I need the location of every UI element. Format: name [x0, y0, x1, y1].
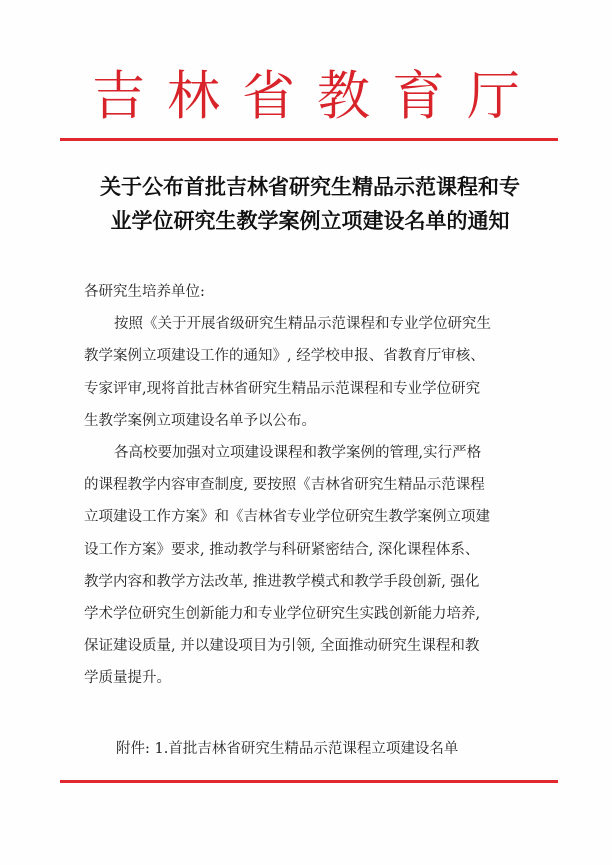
paragraph-2-line: 的课程教学内容审查制度, 要按照《吉林省研究生精品示范课程	[84, 477, 485, 494]
paragraph-1-line: 教学案例立项建设工作的通知》, 经学校申报、省教育厅审核、	[84, 348, 485, 365]
paragraph-2-line: 立项建设工作方案》和《吉林省专业学位研究生教学案例立项建	[84, 509, 490, 526]
paragraph-2-line: 学术学位研究生创新能力和专业学位研究生实践创新能力培养,	[84, 606, 481, 623]
red-divider-top	[60, 138, 558, 141]
paragraph-2-line: 保证建设质量, 并以建设项目为引领, 全面推动研究生课程和教	[84, 638, 480, 655]
paragraph-2-line: 学质量提升。	[84, 670, 171, 687]
salutation: 各研究生培养单位:	[84, 284, 205, 300]
notice-title-line-2: 业学位研究生教学案例立项建设名单的通知	[110, 209, 510, 233]
attachment-note: 附件: 1.首批吉林省研究生精品示范课程立项建设名单	[116, 741, 459, 757]
paragraph-1-line: 专家评审,现将首批吉林省研究生精品示范课程和专业学位研究	[84, 380, 481, 397]
notice-title-line-1: 关于公布首批吉林省研究生精品示范课程和专	[100, 175, 520, 199]
paragraph-2-line: 教学内容和教学方法改革, 推进教学模式和教学手段创新, 强化	[84, 573, 480, 590]
paragraph-2-line: 设工作方案》要求, 推动教学与科研紧密结合, 深化课程体系、	[84, 541, 480, 558]
red-divider-bottom	[60, 780, 558, 783]
notice-title	[60, 170, 560, 238]
paragraph-2-line: 各高校要加强对立项建设课程和教学案例的管理,实行严格	[114, 445, 482, 462]
paragraph-1-line: 按照《关于开展省级研究生精品示范课程和专业学位研究生	[114, 316, 491, 333]
notice-body	[84, 276, 544, 695]
masthead-title: 吉林省教育厅	[92, 66, 542, 127]
paragraph-1-line: 生教学案例立项建设名单予以公布。	[84, 412, 316, 429]
